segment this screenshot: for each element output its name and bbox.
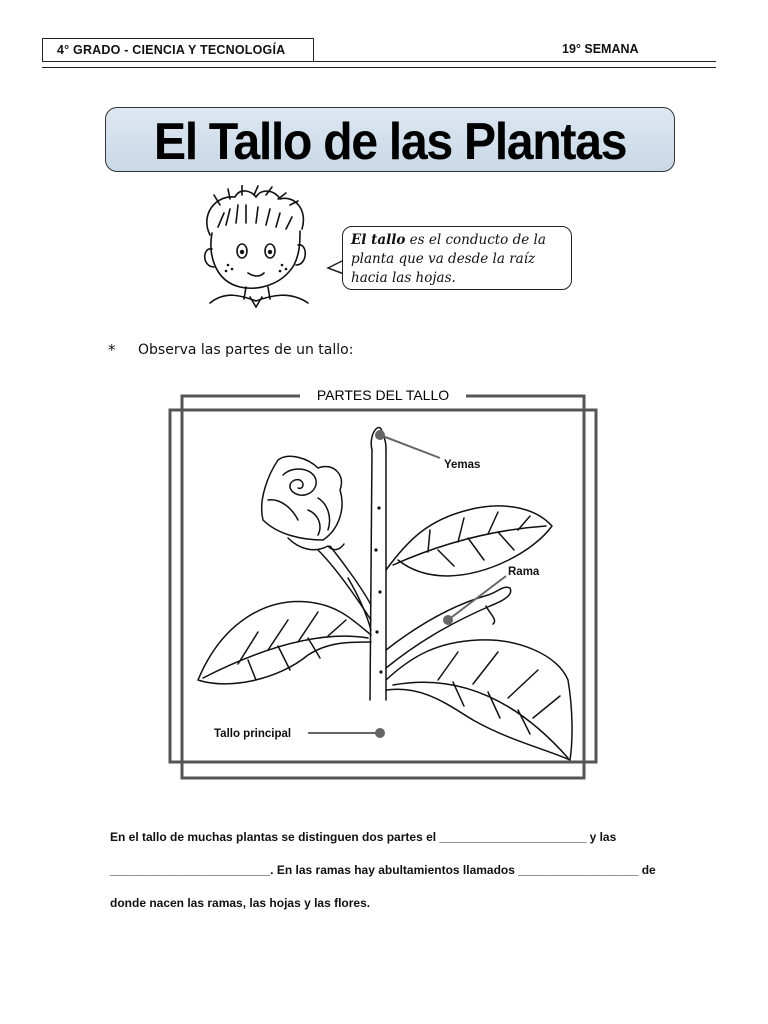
exercise-line-3: donde nacen las ramas, las hojas y las flores. [110,896,371,910]
rama-pointer-line [448,576,506,620]
stem-definition [351,231,567,288]
yemas-pointer-line [380,435,440,458]
definition-body: es el conducto de la planta que va desde la raíz hacia las hojas. [351,232,546,286]
speech-bubble [342,226,572,290]
exercise-line-1: En el tallo de muchas plantas se distinguen dos partes el ______________________ y las [110,830,617,844]
instruction-bullet: * [108,341,116,359]
main-stem [370,450,386,700]
week-label: 19° SEMANA [562,42,639,56]
header-rule-top [42,61,716,62]
yemas-pointer-dot [376,431,384,439]
lower-right-leaf [386,640,572,760]
diagram-title: PARTES DEL TALLO [316,387,450,403]
stem-parts-diagram [168,380,608,790]
stem-nodes [374,506,382,673]
definition-term: El tallo [351,232,406,248]
left-leaf [198,602,371,684]
diagram-frame-inner [170,410,596,762]
branch [386,587,511,668]
instruction-text: Observa las partes de un tallo: [138,342,354,358]
rama-pointer-dot [444,616,452,624]
header-rule-bottom [42,67,716,68]
child-illustration [190,185,325,310]
label-tallo-principal: Tallo principal [214,728,292,740]
exercise-line-2: ________________________. En las ramas hay abultamientos llamados __________________ de [110,863,656,877]
tallo-pointer-dot [376,729,384,737]
label-rama: Rama [508,566,540,578]
page-title: El Tallo de las Plantas [153,113,627,171]
grade-subject-label: 4° GRADO - CIENCIA Y TECNOLOGÍA [57,43,286,57]
title-banner [105,107,675,172]
grade-subject-tab [42,38,314,62]
label-yemas: Yemas [444,459,481,471]
